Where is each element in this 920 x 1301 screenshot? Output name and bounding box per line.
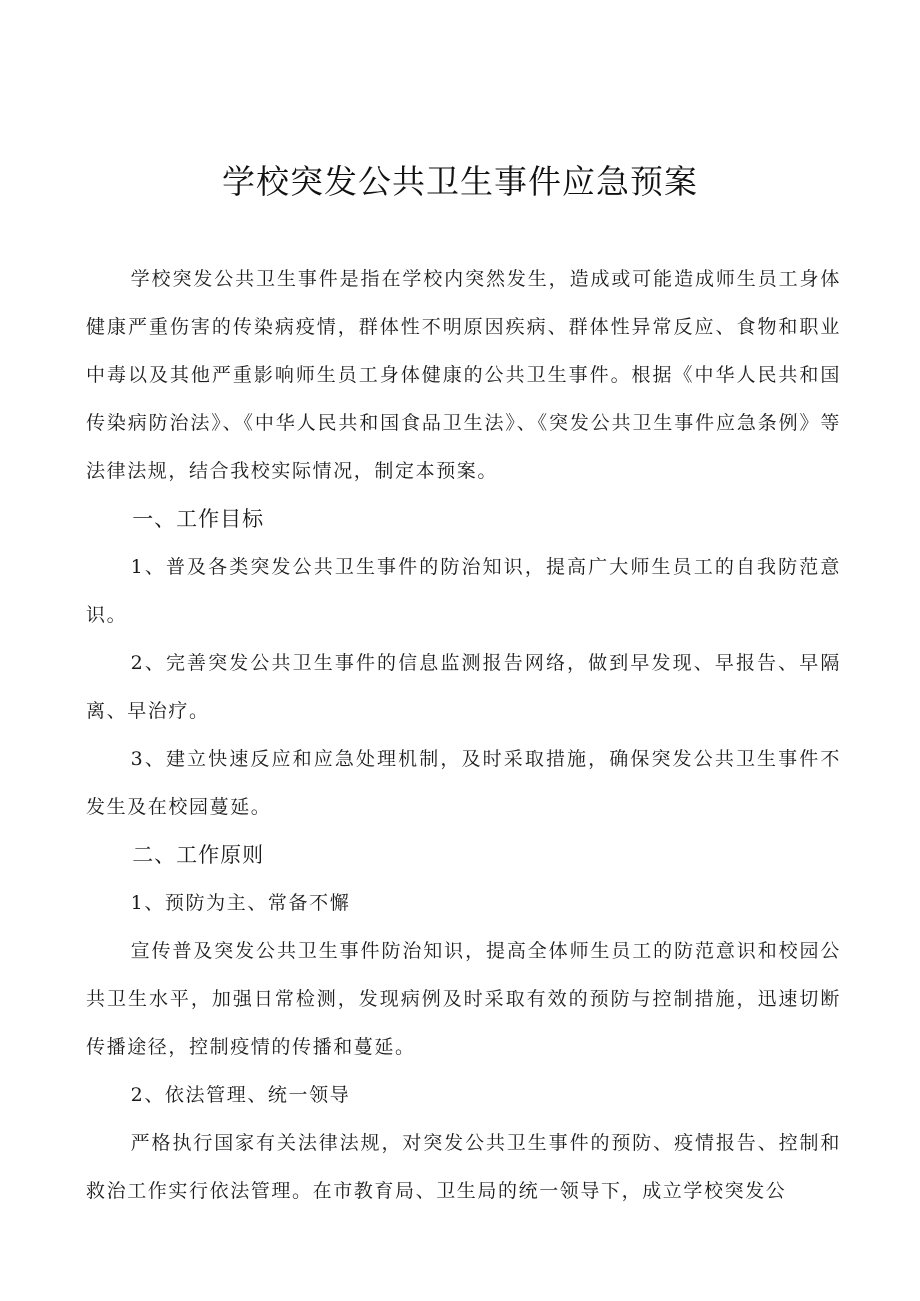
section-heading-goals: 一、工作目标 [132,507,265,531]
goal-item-1: 1、普及各类突发公共卫生事件的防治知识，提高广大师生员工的自我防范意识。 [86,556,841,626]
principle-item-1-text: 宣传普及突发公共卫生事件防治知识，提高全体师生员工的防范意识和校园公共卫生水平，加强日常检测，发现病例及时采取有效的预防与控制措施，迅速切断传播途径，控制疫情的传播和蔓延。 [86,940,841,1058]
principle-item-2-title: 2、依法管理、统一领导 [130,1084,351,1106]
section-heading-principles: 二、工作原则 [132,843,265,867]
document-title: 学校突发公共卫生事件应急预案 [222,162,698,201]
intro-paragraph: 学校突发公共卫生事件是指在学校内突然发生，造成或可能造成师生员工身体健康严重伤害的传染病疫情，群体性不明原因疾病、群体性异常反应、食物和职业中毒以及其他严重影响师生员工身体健康的公共卫生事件。根据《中华人民共和国传染病防治法》、《中华人民共和国食品卫生法》、《突发公共卫生事件应急条例》等法律法规，结合我校实际情况，制定本预案。 [86,268,841,482]
goal-item-2: 2、完善突发公共卫生事件的信息监测报告网络，做到早发现、早报告、早隔离、早治疗。 [86,652,841,722]
goal-item-3: 3、建立快速反应和应急处理机制，及时采取措施，确保突发公共卫生事件不发生及在校园蔓延。 [86,748,841,818]
document-body [86,255,841,1215]
principle-item-2-text: 严格执行国家有关法律法规，对突发公共卫生事件的预防、疫情报告、控制和救治工作实行依法管理。在市教育局、卫生局的统一领导下，成立学校突发公 [86,1132,841,1202]
principle-item-1-title: 1、预防为主、常备不懈 [130,892,351,914]
